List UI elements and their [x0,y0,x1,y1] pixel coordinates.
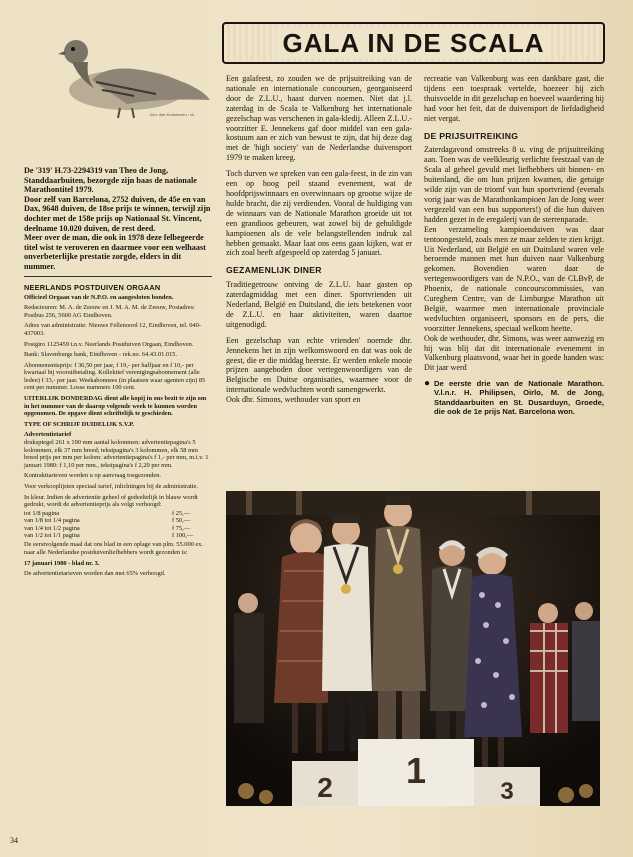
podium-scene [226,491,600,806]
colophon-subtitle: Officieel Orgaan van de N.P.O. en aangesloten bonden. [24,293,174,301]
pigeon-photo [32,18,212,126]
pigeon-head [64,40,88,64]
pigeon-image [32,18,212,126]
colophon-postgiro: Postgiro 1125459 t.n.v. Neerlands Postduiven Orgaan, Eindhoven. [24,340,194,348]
article-paragraph: Zaterdagavond omstreeks 8 u. ving de prijsuitreiking aan. Toen was de veelkleurig verlichte feestzaal van de Scala al geheel gevuld met liefhebbers uit binnen- en buitenland, die om hun prijzen kwamen, die getuige wilde zijn van de triomf van hun sportvriend (evenals vorig jaar was de Marathonkampioen Jan de Jong weer vergezeld van een bus supporters!) of die hun duiven hadden gezet in de eregalerij van de sterrenparade. [424,145,604,224]
podium-label-second: 2 [317,772,333,803]
tarief-heading: Advertentietarief [24,431,72,439]
pigeon-caption [24,166,212,272]
caption-paragraph: Meer over de man, die ook in 1978 deze felbegeerde titel wist te veroveren en daarmee voor een welhaast onverbeterlijke prestatie zorgde, elders in dit nummer. [24,233,206,271]
photo-caption-text: De eerste drie van de Nationale Marathon. V.l.n.r. H. Philipsen, Oirlo, M. de Jong, Standdaarbuiten en St. Dusarduyn, Groede, die ook de 1e prijs Nat. Barcelona won. [434,379,604,416]
article-paragraph: Traditiegetrouw ontving de Z.L.U. haar gasten op zaterdagmiddag met een diner. Sportvrienden uit Nederland, België en Duitsland, die iets betekenen voor de Z.L.U. en haar aktiviteiten, waren daartoe uitgenodigd. [226,280,412,329]
photo-credit: foto: dde Koekhoven / vh [150,112,195,117]
page-number: 34 [10,836,18,845]
kleur-text: In kleur. Indien de advertentie geheel of gedeeltelijk in blauw wordt gedrukt, wordt de advertentieprijs als volgt verhoogd: [24,493,198,509]
rate-label: tot 1/8 pagina [24,509,60,517]
article-paragraph: Ook de wethouder, dhr. Simons, was weer aanwezig en hij was blij dat dit internationale evenement in Valkenburg plaatsvond, waar het in goede handen was: Dit jaar werd [424,333,604,373]
bullet-icon: ● [424,378,431,390]
rate-label: van 1/4 tot 1/2 pagina [24,524,80,532]
section-heading-prijsuitreiking: DE PRIJSUITREIKING [424,130,519,141]
colophon-type: TYPE OF SCHRIJF DUIDELIJK S.V.P. [24,420,135,428]
colophon-redacteuren: Redacteuren: M. A. de Zeeuw en J. M. A. M. de Zeeuw, Postadres: Postbus 256, 5600 AG Eindhoven. [24,304,195,319]
article-paragraph: Een galafeest, zo zouden we de prijsuitreiking van de nationale en internationale concoursen, georganiseerd door de Z.L.U., haast durven noemen. Niet dat j.l. zaterdag in de Scala te Valkenburg het internationale gezelschap was verschenen in gala-kledij. Alleen Z.L.U.-voorzitter E. Jennekens gaf door middel van een gala-kostuum aan er zich van bewust te zijn, dat hij deze dag met de 'high society' van de Nederlandse duivensport 1979 te maken kreeg. [226,74,412,163]
article-paragraph: Ook dhr. Simons, wethouder van sport en [226,395,361,405]
colophon-abonnement: Abonnementsprijs: f 36,50 per jaar, f 19,- per halfjaar en f 10,- per kwartaal bij vooruitbetaling. Kollektief verenigingsabonnement (alle leden) f 33,- per jaar. Weekabonnees (in plaatsen waar agenten zijn) 85 cent per nummer. Losse nummers 100 cent. [24,361,206,392]
oplage-datum: 17 januari 1980 - blad nr. 3. [24,559,100,567]
colophon-heading: NEERLANDS POSTDUIVEN ORGAAN [24,282,161,292]
article-paragraph: Een verzameling kampioenduiven was daar tentoongesteld, zoals men ze maar zelden te zien krijgt. Uit Nederland, uit België en uit Duitsland waren vele beroemde mannen met hun duiven naar Valkenburg gekomen. Bovendien waren daar de vertegenwoordigers van de N.P.O., van de CLBvP, de Phoenix, de nationale concourscommissies, van Cureghem Centre, van de Limburgse Marathon uit België, waarmee men internationale provinciale wedvluchten organiseert, sponsors en de pers, die voorzitter Jennekens, speciaal welkom heette. [424,224,604,333]
tarief-text: drukspiegel 261 x 190 mm aantal kolommen: advertentiepagina's 5 kolommen, elk 37 mm breed; tekstpagina's 3 kolommen, elk 58 mm breed prijs per mm per kolom: advertentiepagina's f 1,- per mm, m.i.v. 1 januari 1980: f 1,10 per mm., tekstpagina's f 2,20 per mm. [24,439,209,469]
podium-label-third: 3 [500,778,514,805]
podium-label-first: 1 [405,750,427,791]
rate-price: f 50,— [172,517,191,525]
section-heading-diner: GEZAMENLIJK DINER [226,265,322,276]
rate-price: f 75,— [172,524,191,532]
colophon-deadline: UITERLIJK DONDERDAG dient alle kopij in ons bezit te zijn om in het nummer van de daarop volgende week te kunnen worden opgenomen. De opgave dient schriftelijk te geschieden. [24,395,207,418]
article-column-2 [424,74,604,416]
caption-paragraph: Door zelf van Barcelona, 2752 duiven, de 45e en van Dax, 9648 duiven, de 18se prijs te winnen, terwijl zijn dochter met de 158e prijs op Nationaal St. Vincent, deelname 10.020 duiven, de rest deed. [24,194,211,233]
article-title: GALA IN DE SCALA [276,28,550,59]
ceremony-photo [226,491,600,806]
colophon-administratie: Adres van administratie: Nieuwe Fellenoord 12, Eindhoven, tel. 040-437003. [24,322,201,337]
rate-label: van 1/2 tot 1/1 pagina [24,532,80,539]
kontrakt-text: Kontrakttarieven worden u op aanvraag toegezonden. [24,472,161,480]
rate-price: f 25,— [172,509,191,517]
left-column [24,18,212,581]
rate-label: van 1/8 tot 1/4 pagina [24,517,80,525]
article-title-box [222,22,605,64]
oplage-text: De eerstvolgende maal dat ons blad in een oplage van plm. 55.000 ex. naar alle Nederlandse postduivenliefhebbers wordt gezonden is: [24,541,204,556]
rate-price: f 100,— [172,532,194,539]
article-paragraph: Een gezelschap van echte vrienden' noemde dhr. Jennekens het in zijn welkomswoord en dat was ook de geest, die er die middag heerste. Er werden enkele mooie prijzen aangeboden door vertegenwoordigers van de Belgische en Duitse organisaties, waarmee voor de internationale wedvluchten wordt samengewerkt. [226,335,412,395]
colophon-bank: Bank: Slavenburgs bank, Eindhoven - rek.no. 64.43.01.015. [24,351,178,359]
colophon [24,294,212,578]
verkoop-text: Voor verkooplijsten speciaal tarief, inlichtingen bij de administratie. [24,483,198,490]
article-paragraph: Toch durven we spreken van een gala-feest, in de zin van een op hoog peil staand evenement, wat de hoofdprijswinnaars en overwinnaars op grootse wijze de hulde bracht, die zij verdienden. Vooral de huldiging van de winnaars van de Nationale Marathon groeide uit tot een grandioos gebeuren, wat zowel bij de gehuldigde kampioenen als de vele belangstellenden indruk zal hebben gemaakt. Maar laat ons eens gaan kijken, wat er zich zoal heeft afgespeeld op zaterdag 5 januari. [226,169,412,258]
caption-paragraph: De '319' H.73-2294319 van Theo de Jong, Standdaarbuiten, bezorgde zijn baas de nationale Marathontitel 1979. [24,166,197,195]
verhoogd-text: De advertentietarieven worden dan met 65% verhoogd. [24,570,166,578]
article-column-1 [226,74,412,411]
rate-table [24,510,212,540]
photo-caption [424,379,604,416]
article-paragraph: recreatie van Valkenburg was een dankbare gast, die tijdens een toespraak vertelde, hoezeer hij zich thuisvoelde in dit gezelschap en hoeveel waardering hij had voor het feit, dat de duivensport de liefdadigheid niet vergat. [424,74,604,123]
